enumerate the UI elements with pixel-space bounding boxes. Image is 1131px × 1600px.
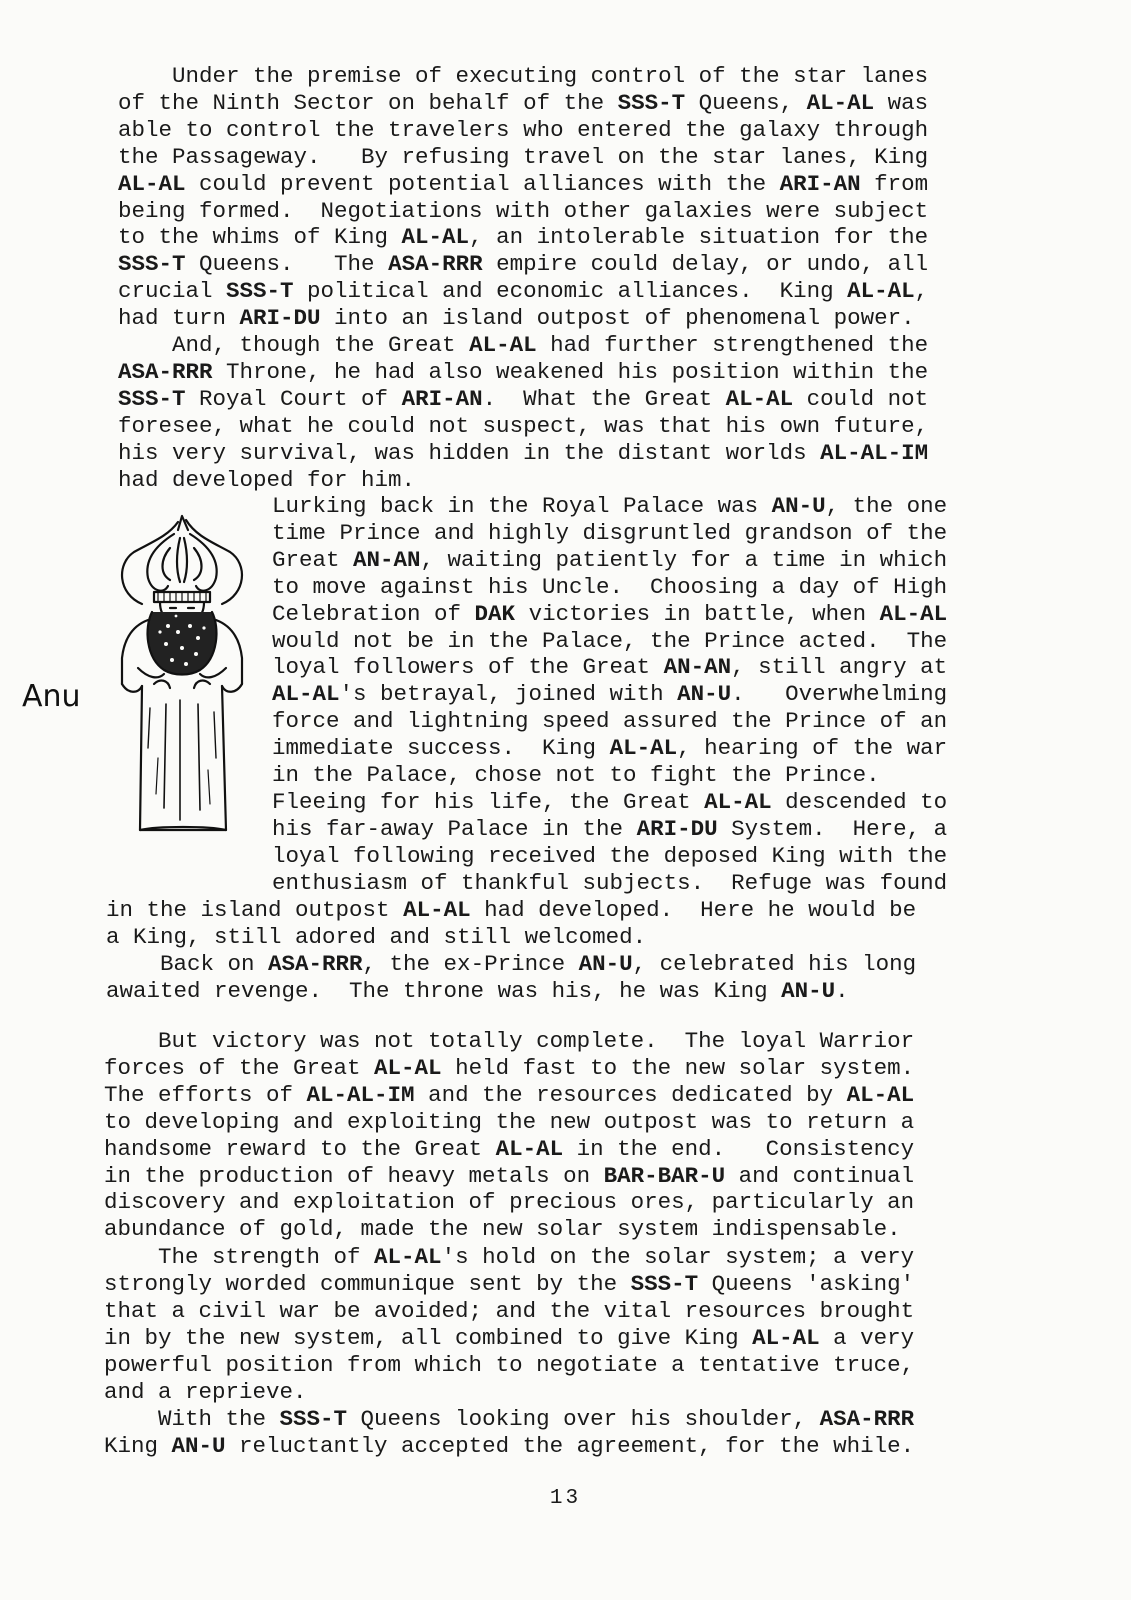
text-line: With the SSS-T Queens looking over his shoulder, ASA-RRR (104, 1406, 915, 1432)
text-line: a King, still adored and still welcomed. (106, 923, 647, 950)
text-line: abundance of gold, made the new solar system indispensable. (104, 1216, 901, 1243)
text-line: handsome reward to the Great AL-AL in the end. Consistency (104, 1135, 915, 1162)
text-line: being formed. Negotiations with other galaxies were subject (118, 197, 929, 224)
page-number: 13 (549, 1487, 582, 1510)
text-line: immediate success. King AL-AL, hearing of the war (272, 735, 948, 762)
text-line: Under the premise of executing control of the star lanes (118, 63, 929, 89)
text-line: AL-AL's betrayal, joined with AN-U. Overwhelming (272, 681, 948, 708)
text-line: Great AN-AN, waiting patiently for a time in which (272, 546, 948, 573)
text-line: in by the new system, all combined to give King AL-AL a very (104, 1324, 915, 1351)
paragraph-7 (104, 1406, 914, 1460)
text-line: his very survival, was hidden in the distant worlds AL-AL-IM (118, 439, 929, 466)
text-line: in the production of heavy metals on BAR-BAR-U and continual (104, 1162, 915, 1189)
text-line: SSS-T Royal Court of ARI-AN. What the Great AL-AL could not (118, 385, 929, 412)
text-line: Back on ASA-RRR, the ex-Prince AN-U, celebrated his long (106, 951, 917, 977)
text-line: able to control the travelers who entered the galaxy through (118, 116, 929, 143)
text-line: And, though the Great AL-AL had further strengthened the (118, 332, 929, 358)
text-line: ASA-RRR Throne, he had also weakened his position within the (118, 358, 929, 385)
text-line: in the Palace, chose not to fight the Prince. (272, 762, 880, 789)
paragraph-3-continued (106, 897, 916, 951)
text-line: Lurking back in the Royal Palace was AN-U, the one (272, 493, 948, 519)
text-line: King AN-U reluctantly accepted the agreement, for the while. (104, 1432, 915, 1459)
text-line: his far-away Palace in the ARI-DU System. Here, a (272, 815, 948, 842)
paragraph-4 (106, 951, 916, 1005)
text-line: that a civil war be avoided; and the vital resources brought (104, 1297, 915, 1324)
figure-caption: Anu (22, 679, 81, 714)
text-line: had turn ARI-DU into an island outpost of phenomenal power. (118, 305, 915, 332)
text-line: the Passageway. By refusing travel on the star lanes, King (118, 143, 929, 170)
text-line: force and lightning speed assured the Prince of an (272, 708, 948, 735)
text-line: loyal following received the deposed King with the (272, 842, 948, 869)
paragraph-1 (118, 63, 928, 332)
text-line: foresee, what he could not suspect, was that his own future, (118, 412, 929, 439)
paragraph-2 (118, 332, 928, 493)
text-line: had developed for him. (118, 466, 416, 493)
text-line: to developing and exploiting the new outpost was to return a (104, 1108, 915, 1135)
text-line: would not be in the Palace, the Prince acted. The (272, 627, 948, 654)
text-line: strongly worded communique sent by the SSS-T Queens 'asking' (104, 1270, 915, 1297)
anu-figure-icon (108, 508, 258, 838)
text-line: of the Ninth Sector on behalf of the SSS-T Queens, AL-AL was (118, 89, 929, 116)
text-line: forces of the Great AL-AL held fast to the new solar system. (104, 1054, 915, 1081)
text-line: enthusiasm of thankful subjects. Refuge was found (272, 869, 948, 896)
text-line: discovery and exploitation of precious ores, particularly an (104, 1189, 915, 1216)
text-line: and a reprieve. (104, 1378, 307, 1405)
text-line: to the whims of King AL-AL, an intolerable situation for the (118, 224, 929, 251)
text-line: But victory was not totally complete. The loyal Warrior (104, 1028, 915, 1054)
text-line: in the island outpost AL-AL had developed. Here he would be (106, 897, 917, 923)
text-line: powerful position from which to negotiate a tentative truce, (104, 1351, 915, 1378)
paragraph-5 (104, 1028, 914, 1243)
text-line: AL-AL could prevent potential alliances with the ARI-AN from (118, 170, 929, 197)
text-line: loyal followers of the Great AN-AN, still angry at (272, 654, 948, 681)
text-line: SSS-T Queens. The ASA-RRR empire could delay, or undo, all (118, 251, 929, 278)
text-line: to move against his Uncle. Choosing a day of High (272, 573, 948, 600)
text-line: The strength of AL-AL's hold on the solar system; a very (104, 1244, 915, 1270)
text-line: Fleeing for his life, the Great AL-AL descended to (272, 788, 948, 815)
text-line: The efforts of AL-AL-IM and the resources dedicated by AL-AL (104, 1081, 915, 1108)
text-line: awaited revenge. The throne was his, he was King AN-U. (106, 977, 849, 1004)
text-line: time Prince and highly disgruntled grandson of the (272, 519, 948, 546)
paragraph-3-wrapped (272, 493, 947, 897)
paragraph-6 (104, 1244, 914, 1405)
text-line: crucial SSS-T political and economic alliances. King AL-AL, (118, 278, 929, 305)
text-line: Celebration of DAK victories in battle, when AL-AL (272, 600, 948, 627)
